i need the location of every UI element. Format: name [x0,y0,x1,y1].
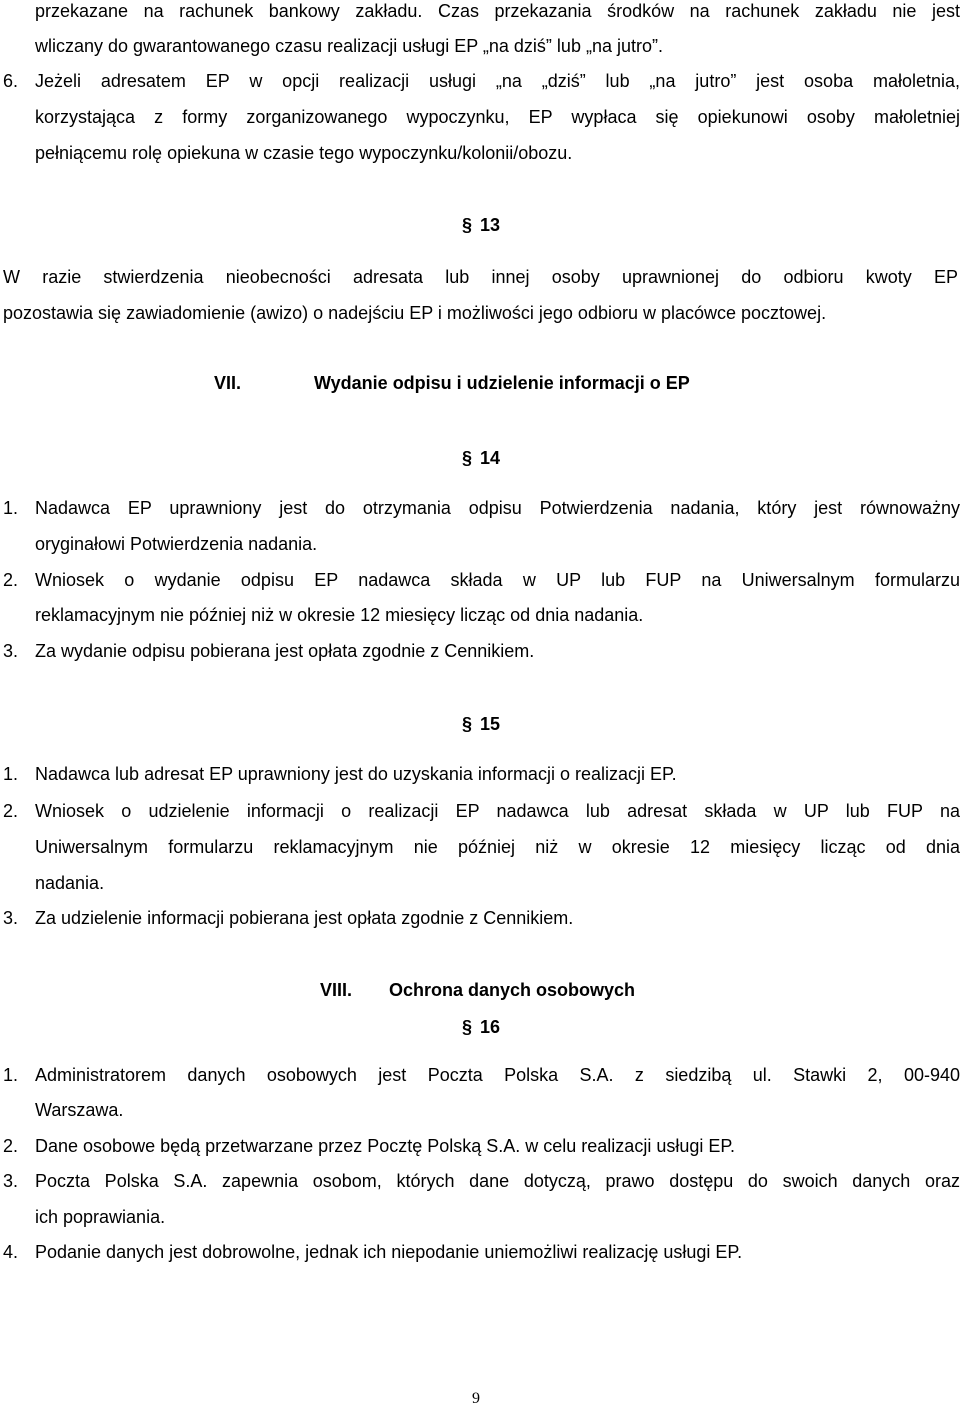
chapter-title: Wydanie odpisu i udzielenie informacji o EP [314,373,690,393]
paragraph-line: pełniącemu rolę opiekuna w czasie tego wypoczynku/kolonii/obozu. [35,143,573,163]
paragraph-line: przekazane na rachunek bankowy zakładu. Czas przekazania środków na rachunek zakładu nie jest [35,1,960,21]
section-heading-13 [462,214,500,236]
paragraph-line: oryginałowi Potwierdzenia nadania. [35,534,318,554]
paragraph-line: Nadawca EP uprawniony jest do otrzymania odpisu Potwierdzenia nadania, który jest równoważny [35,498,960,518]
paragraph-line: korzystająca z formy zorganizowanego wypoczynku, EP wypłaca się opiekunowi osoby małoletniej [35,107,960,127]
paragraph-line: Uniwersalnym formularzu reklamacyjnym nie później niż w okresie 12 miesięcy licząc od dnia [35,837,960,857]
paragraph-line: Za udzielenie informacji pobierana jest opłata zgodnie z Cennikiem. [35,908,574,928]
section-number: 13 [480,215,501,235]
list-item-number: 4. [3,1242,19,1262]
list-item-number: 1. [3,1065,19,1085]
paragraph-line: Wniosek o wydanie odpisu EP nadawca składa w UP lub FUP na Uniwersalnym formularzu [35,570,960,590]
paragraph-line: ich poprawiania. [35,1207,166,1227]
chapter-number: VIII. [320,980,353,1000]
paragraph-line: Nadawca lub adresat EP uprawniony jest do uzyskania informacji o realizacji EP. [35,764,677,784]
section-heading-16 [462,1016,500,1038]
paragraph-line: Administratorem danych osobowych jest Poczta Polska S.A. z siedzibą ul. Stawki 2, 00-940 [35,1065,960,1085]
paragraph-line: Warszawa. [35,1100,124,1120]
paragraph-line: W razie stwierdzenia nieobecności adresata lub innej osoby uprawnionej do odbioru kwoty EP [3,267,958,287]
list-item-number: 3. [3,1171,19,1191]
paragraph-line: nadania. [35,873,105,893]
paragraph-line: Jeżeli adresatem EP w opcji realizacji usługi „na „dziś” lub „na jutro” jest osoba małoletnia, [35,71,960,91]
paragraph-line: Poczta Polska S.A. zapewnia osobom, których dane dotyczą, prawo dostępu do swoich danych oraz [35,1171,960,1191]
paragraph-line: wliczany do gwarantowanego czasu realizacji usługi EP „na dziś” lub „na jutro”. [35,36,663,56]
chapter-number: VII. [214,373,242,393]
paragraph-line: Wniosek o udzielenie informacji o realizacji EP nadawca lub adresat składa w UP lub FUP na [35,801,960,821]
list-item-number: 3. [3,908,19,928]
section-number: 14 [480,448,501,468]
section-number: 15 [480,714,501,734]
paragraph-line: reklamacyjnym nie później niż w okresie 12 miesięcy licząc od dnia nadania. [35,605,644,625]
chapter-title: Ochrona danych osobowych [389,980,636,1000]
section-sign: § [462,1017,473,1037]
list-item-number: 2. [3,1136,19,1156]
section-sign: § [462,714,473,734]
paragraph-line: pozostawia się zawiadomienie (awizo) o nadejściu EP i możliwości jego odbioru w placówce pocztowej. [3,303,827,323]
section-heading-15 [462,713,500,735]
paragraph-line: Podanie danych jest dobrowolne, jednak ich niepodanie uniemożliwi realizację usługi EP. [35,1242,743,1262]
list-item-number: 2. [3,570,19,590]
list-item-number: 2. [3,801,19,821]
paragraph-line: Dane osobowe będą przetwarzane przez Pocztę Polską S.A. w celu realizacji usługi EP. [35,1136,736,1156]
section-sign: § [462,215,473,235]
page-number: 9 [472,1390,480,1407]
section-number: 16 [480,1017,501,1037]
list-item-number: 1. [3,764,19,784]
list-item-number: 1. [3,498,19,518]
list-item-number: 3. [3,641,19,661]
list-item-number: 6. [3,71,19,91]
paragraph-line: Za wydanie odpisu pobierana jest opłata zgodnie z Cennikiem. [35,641,535,661]
section-sign: § [462,448,473,468]
section-heading-14 [462,447,500,469]
